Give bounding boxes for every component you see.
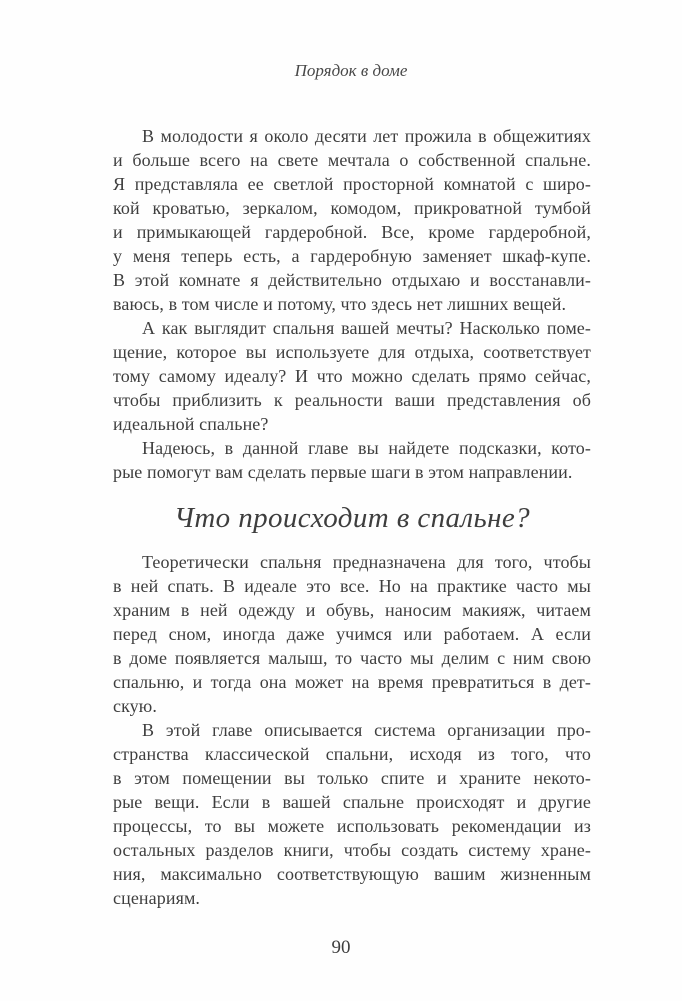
paragraph: [113, 316, 591, 436]
text-line: идеальной спальне?: [113, 414, 269, 434]
text-line: остальных разделов книги, чтобы создать систему хране-: [113, 840, 591, 860]
text-line: храним в ней одежду и обувь, наносим макияж, читаем: [113, 600, 591, 620]
text-line: рые вещи. Если в вашей спальне происходят и другие: [113, 792, 591, 812]
text-line: Я представляла ее светлой просторной комнатой с широ-: [113, 174, 591, 194]
text-line: сценариям.: [113, 888, 201, 908]
text-line: в этом помещении вы только спите и храните некото-: [113, 768, 591, 788]
text-line: в доме появляется малыш, то часто мы делим с ним свою: [113, 648, 591, 668]
text-line: А как выглядит спальня вашей мечты? Насколько поме-: [142, 318, 591, 338]
text-line: и примыкающей гардеробной. Все, кроме гардеробной,: [113, 222, 591, 242]
text-line: ваюсь, в том числе и потому, что здесь нет лишних вещей.: [113, 294, 567, 314]
text-line: в ней спать. В идеале это все. Но на практике часто мы: [113, 576, 591, 596]
running-header: Порядок в доме: [294, 61, 408, 80]
section-intro: [113, 124, 591, 484]
paragraph: [113, 718, 591, 910]
text-line: Теоретически спальня предназначена для того, чтобы: [142, 552, 591, 572]
text-line: и больше всего на свете мечтала о собственной спальне.: [113, 150, 591, 170]
page-number: 90: [331, 937, 351, 958]
paragraph: [113, 436, 591, 484]
paragraph: [113, 550, 591, 718]
section-what-happens-in-bedroom: [113, 550, 591, 910]
text-line: у меня теперь есть, а гардеробную заменяет шкаф-купе.: [113, 246, 591, 266]
text-line: щение, которое вы используете для отдыха, соответствует: [113, 342, 591, 362]
text-line: Надеюсь, в данной главе вы найдете подсказки, кото-: [142, 438, 591, 458]
text-line: скую.: [113, 696, 157, 716]
text-line: В этой комнате я действительно отдыхаю и восстанавли-: [113, 270, 591, 290]
text-block: [113, 124, 591, 910]
text-line: процессы, то вы можете использовать рекомендации из: [113, 816, 591, 836]
text-line: чтобы приблизить к реальности ваши представления об: [113, 390, 591, 410]
paragraph: [113, 124, 591, 316]
text-line: рые помогут вам сделать первые шаги в этом направлении.: [113, 462, 573, 482]
text-line: кой кроватью, зеркалом, комодом, прикроватной тумбой: [113, 198, 591, 218]
text-line: В молодости я около десяти лет прожила в общежитиях: [142, 126, 591, 146]
section-heading: Что происходит в спальне?: [173, 502, 531, 534]
text-line: странства классической спальни, исходя из того, что: [113, 744, 591, 764]
text-line: тому самому идеалу? И что можно сделать прямо сейчас,: [113, 366, 591, 386]
text-line: спальню, и тогда она может на время превратиться в дет-: [113, 672, 591, 692]
text-line: ния, максимально соответствующую вашим жизненным: [113, 864, 591, 884]
text-line: перед сном, иногда даже учимся или работаем. А если: [113, 624, 591, 644]
text-line: В этой главе описывается система организации про-: [142, 720, 591, 740]
